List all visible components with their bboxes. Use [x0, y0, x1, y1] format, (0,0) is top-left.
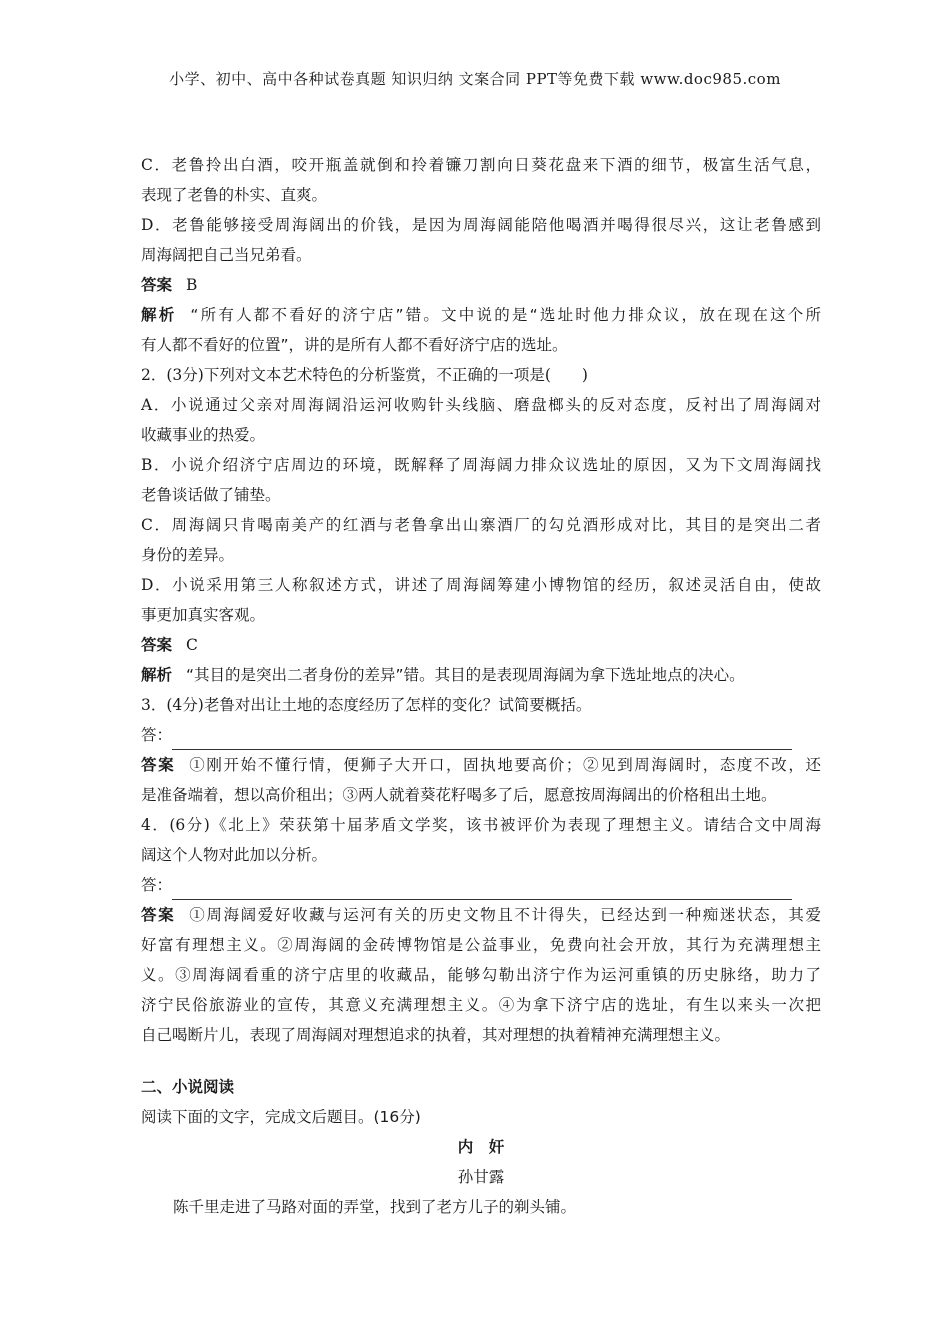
- analysis-text: “所有人都不看好的济宁店”错。文中说的是“选址时他力排众议，放在现在这个所: [190, 306, 821, 324]
- q4-answer-line4: 济宁民俗旅游业的宣传，其意义充满理想主义。④为拿下济宁店的选址，有生以来头一次把: [141, 996, 821, 1014]
- q1-option-c-line2: 表现了老鲁的朴实、直爽。: [141, 186, 328, 204]
- q2-stem: 2．(3分)下列对文本艺术特色的分析鉴赏，不正确的一项是( ): [141, 366, 588, 384]
- q2-answer: [141, 630, 821, 660]
- story-first-line: 陈千里走进了马路对面的弄堂，找到了老方儿子的剃头铺。: [173, 1198, 577, 1216]
- story-title: 内 奸: [457, 1138, 505, 1156]
- q2-option-b-line1: B．小说介绍济宁店周边的环境，既解释了周海阔力排众议选址的原因，又为下文周海阔找: [141, 456, 821, 474]
- page-header: 小学、初中、高中各种试卷真题 知识归纳 文案合同 PPT等免费下载 www.doc985.com: [169, 70, 781, 88]
- q4-stem-line2: 阔这个人物对此加以分析。: [141, 846, 328, 864]
- q3-answer-line2: 是准备端着，想以高价租出；③两人就着葵花籽喝多了后，愿意按周海阔出的价格租出土地。: [141, 786, 777, 804]
- q1-option-c-line1: C．老鲁拎出白酒，咬开瓶盖就倒和拎着镰刀割向日葵花盘来下酒的细节，极富生活气息，: [141, 156, 821, 174]
- q1-analysis-line1: [141, 300, 821, 330]
- q2-option-b-line2: 老鲁谈话做了铺垫。: [141, 486, 281, 504]
- q4-answer-line2: 好富有理想主义。②周海阔的金砖博物馆是公益事业，免费向社会开放，其行为充满理想主: [141, 936, 821, 954]
- section-instruction: 阅读下面的文字，完成文后题目。(16分): [141, 1108, 421, 1126]
- q2-option-d-line2: 事更加真实客观。: [141, 606, 266, 624]
- answer-text: ①周海阔爱好收藏与运河有关的历史文物且不计得失，已经达到一种痴迷状态，其爱: [189, 906, 821, 924]
- document-body: [141, 150, 821, 1222]
- q4-answer-line1: [141, 900, 821, 930]
- answer-label: 答案: [141, 636, 173, 654]
- q2-analysis: [141, 660, 821, 690]
- q2-option-d-line1: D．小说采用第三人称叙述方式，讲述了周海阔筹建小博物馆的经历，叙述灵活自由，使故: [141, 576, 821, 594]
- answer-text: ①刚开始不懂行情，便狮子大开口，固执地要高价；②见到周海阔时，态度不改，还: [189, 756, 821, 774]
- q2-option-c-line1: C．周海阔只肯喝南美产的红酒与老鲁拿出山寨酒厂的勾兑酒形成对比，其目的是突出二者: [141, 516, 821, 534]
- q2-option-c-line2: 身份的差异。: [141, 546, 235, 564]
- q1-option-d-line1: D．老鲁能够接受周海阔出的价钱，是因为周海阔能陪他喝酒并喝得很尽兴，这让老鲁感到: [141, 216, 821, 234]
- section-gap: [141, 1050, 821, 1072]
- q4-answer-line3: 义。③周海阔看重的济宁店里的收藏品，能够勾勒出济宁作为运河重镇的历史脉络，助力了: [141, 966, 821, 984]
- q4-answer-blank: [141, 870, 821, 900]
- section-heading: 二、小说阅读: [141, 1078, 235, 1096]
- answer-underline[interactable]: [172, 881, 792, 900]
- q1-analysis-line2: 有人都不看好的位置”，讲的是所有人都不看好济宁店的选址。: [141, 336, 568, 354]
- q2-option-a-line2: 收藏事业的热爱。: [141, 426, 266, 444]
- analysis-label: 解析: [141, 306, 177, 324]
- answer-label: 答案: [141, 906, 176, 924]
- q3-answer-blank: [141, 720, 821, 750]
- story-author: 孙甘露: [457, 1168, 505, 1186]
- answer-prompt: 答：: [141, 726, 173, 744]
- q4-answer-line5: 自己喝断片儿，表现了周海阔对理想追求的执着，其对理想的执着精神充满理想主义。: [141, 1026, 731, 1044]
- answer-label: 答案: [141, 756, 176, 774]
- q4-stem-line1: 4．(6分)《北上》荣获第十届茅盾文学奖，该书被评价为表现了理想主义。请结合文中周海: [141, 816, 821, 834]
- q1-option-d-line2: 周海阔把自己当兄弟看。: [141, 246, 312, 264]
- q3-answer-line1: [141, 750, 821, 780]
- analysis-label: 解析: [141, 666, 173, 684]
- answer-underline[interactable]: [172, 731, 792, 750]
- answer-value: B: [186, 276, 198, 294]
- analysis-text: “其目的是突出二者身份的差异”错。其目的是表现周海阔为拿下选址地点的决心。: [186, 666, 745, 684]
- answer-prompt: 答：: [141, 876, 173, 894]
- q2-option-a-line1: A．小说通过父亲对周海阔沿运河收购针头线脑、磨盘榔头的反对态度，反衬出了周海阔对: [141, 396, 821, 414]
- answer-label: 答案: [141, 276, 173, 294]
- q3-stem: 3．(4分)老鲁对出让土地的态度经历了怎样的变化？试简要概括。: [141, 696, 592, 714]
- answer-value: C: [186, 636, 198, 654]
- q1-answer: [141, 270, 821, 300]
